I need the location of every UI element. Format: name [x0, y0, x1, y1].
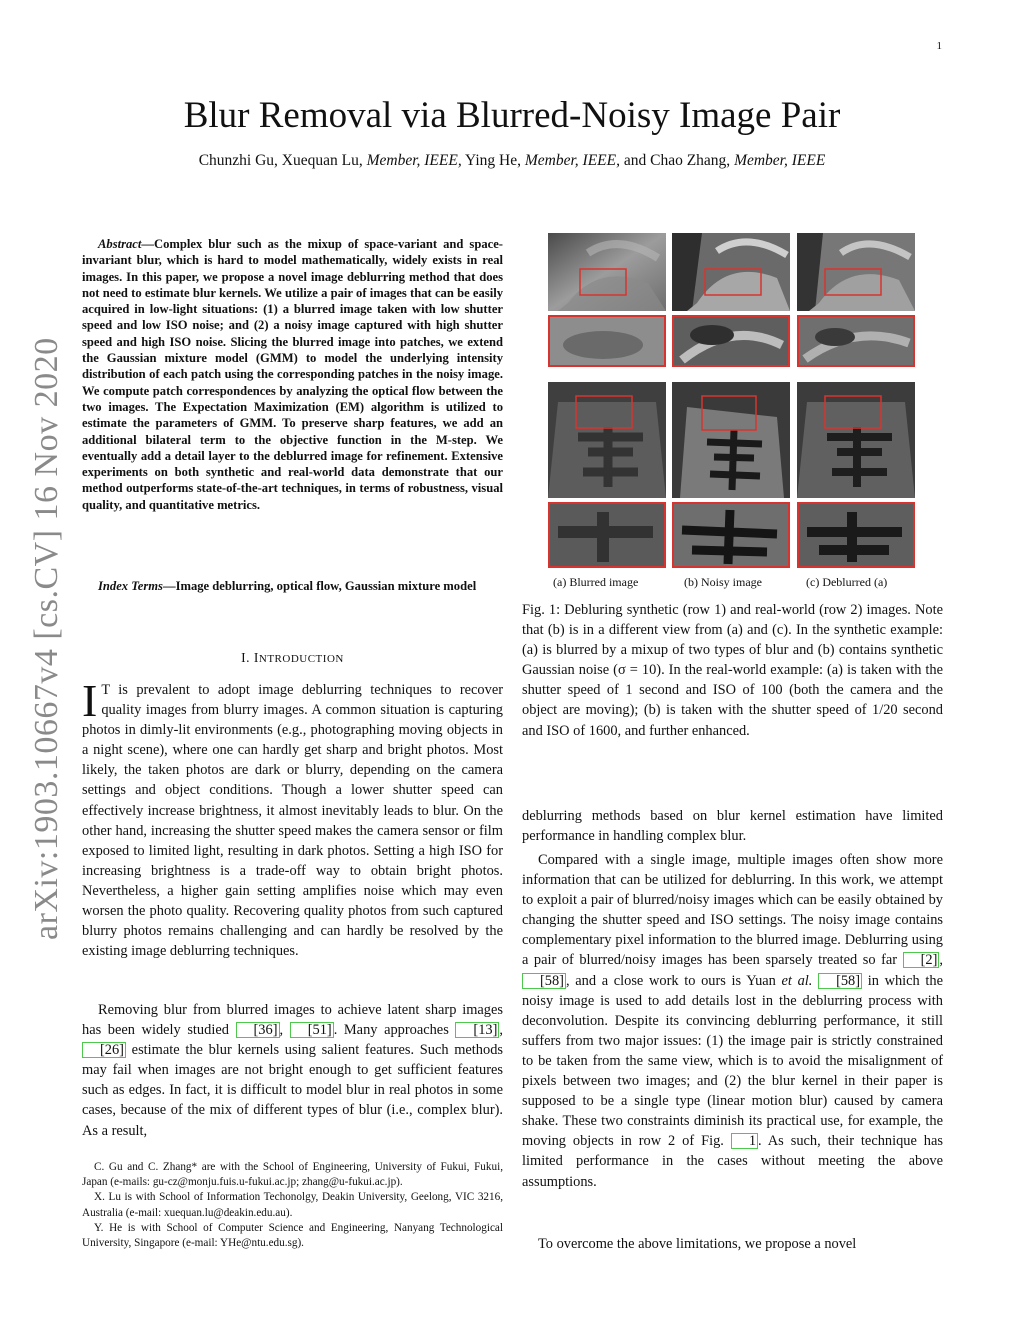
citation-link[interactable]: [26] — [82, 1042, 126, 1058]
section-rest: NTRODUCTION — [258, 653, 344, 665]
figure-crop-real-deblurred — [797, 502, 915, 568]
section-numeral: I. — [241, 650, 254, 665]
text-run: , — [279, 1022, 290, 1039]
figure-crop-synthetic-noisy — [672, 315, 790, 367]
abstract-lead: Abstract — [98, 237, 142, 251]
section-first-letter: I — [253, 650, 259, 665]
figure-crop-synthetic-deblurred — [797, 315, 915, 367]
citation-link[interactable]: [2] — [903, 952, 940, 968]
abstract — [82, 236, 503, 513]
figure-image-synthetic-blurred — [548, 233, 666, 311]
text-run: Compared with a single image, multiple images often show more information that can be utilized for deblurring. In this work, we attempt to exploit a pair of blurred/noisy images which can be easily obtained by changing the shutter speed and ISO settings. The noisy image contains complementary pixel information to the blurred image. Deblurring using a pair of blurred/noisy images has been sparsely treated so far — [522, 852, 943, 969]
footnote-3: Y. He is with School of Computer Science and Engineering, Nanyang Technological University, Singapore (e-mail: YHe@ntu.edu.sg). — [82, 1221, 503, 1250]
page-number: 1 — [936, 40, 942, 52]
figure-link[interactable]: 1 — [731, 1133, 758, 1149]
citation-link[interactable]: [58] — [818, 973, 862, 989]
subcaption-c: (c) Deblurred (a) — [806, 575, 888, 589]
citation-link[interactable]: [13] — [455, 1022, 499, 1038]
right-paragraph-1: deblurring methods based on blur kernel estimation have limited performance in handling complex blur. — [522, 808, 943, 845]
intro-paragraph-2 — [82, 1000, 503, 1141]
subcaption-a: (a) Blurred image — [553, 575, 639, 589]
citation-link[interactable]: [36] — [236, 1022, 280, 1038]
footnote-1: C. Gu and C. Zhang* are with the School of Engineering, University of Fukui, Fukui, Japan (e-mails: gu-cz@monju.fuis.u-fukui.ac.jp; zhang@u-fukui.ac.jp). — [82, 1161, 503, 1189]
author-role-1: Member, IEEE, — [366, 152, 462, 169]
text-run-italic: et al. — [781, 972, 813, 989]
text-run: in which the noisy image is used to add details lost in the deblurring process with deconvolution. Despite its convincing deblurring performance, it still suffers from two major issues: (1) the image pair is strictly constrained to be taken from the same view, which is to avoid the misalignment of pixels between two images; and (2) the blur kernel in their paper is supposed to be a single type (linear motion blur) caused by camera shake. These two constraints diminish its practical use, for example, the moving objects in row 2 of Fig. — [522, 972, 943, 1150]
text-run: , — [499, 1022, 503, 1039]
figure-caption: Fig. 1: Debluring synthetic (row 1) and real-world (row 2) images. Note that (b) is in a different view from (a) and (c). In the synthetic example: (a) is blurred by a mixup of two types of blur and (b) contains synthetic Gaussian noise (σ = 10). In the real-world example: (a) is taken with the shutter speed of 1 second and ISO of 100 (both the camera and the object are moving); (b) is taken with the shutter speed of 1/20 second and ISO of 1600, and further enhanced. — [522, 602, 943, 739]
author-line — [0, 152, 1024, 170]
author-names-1: Chunzhi Gu, Xuequan Lu, — [198, 152, 367, 169]
figure-image-synthetic-deblurred — [797, 233, 915, 311]
citation-link[interactable]: [51] — [290, 1022, 334, 1038]
section-heading-introduction — [82, 650, 503, 666]
text-run: . Many approaches — [333, 1022, 456, 1039]
right-paragraph-3: To overcome the above limitations, we propose a novel — [538, 1236, 857, 1252]
abstract-text: —Complex blur such as the mixup of space-variant and space-invariant blur, which is hard to model mathematically, widely exists in real images. In this paper, we propose a novel image deblurring method that does not need to estimate blur kernels. We utilize a pair of images that can be easily acquired in low-light situations: (1) a blurred image taken with low shutter speed and low ISO noise; and (2) a noisy image captured with high shutter speed and high ISO noise. Slicing the blurred image into patches, we extend the Gaussian mixture model (GMM) to model the underlying intensity distribution of each patch using the corresponding patches in the noisy image. We compute patch correspondences by analyzing the optical flow between the two images. The Expectation Maximization (EM) algorithm is utilized to estimate the parameters of GMM. To preserve sharp features, we add an additional bilateral term to the objective function in the M-step. We eventually add a detail layer to the deblurred image for refinement. Extensive experiments on both synthetic and real-world data demonstrate that our method outperforms state-of-the-art techniques, in terms of robustness, visual quality, and quantitative metrics. — [82, 237, 503, 512]
footnotes — [82, 1160, 503, 1251]
index-terms-lead: Index Terms — [98, 579, 163, 593]
text-run: estimate the blur kernels using salient features. Such methods may fail when images are not bright enough to get sufficient features such as edges. In fact, it is difficult to model blur in real photos in some cases, because of the mix of different types of blur (i.e., complex blur). As a result, — [82, 1042, 503, 1139]
index-terms-text: —Image deblurring, optical flow, Gaussian mixture model — [162, 579, 477, 593]
author-names-2: Ying He, — [461, 152, 525, 169]
subcaption-b: (b) Noisy image — [684, 575, 762, 589]
text-run: , and a close work to ours is Yuan — [565, 972, 782, 989]
paper-title: Blur Removal via Blurred-Noisy Image Pair — [183, 95, 841, 136]
drop-cap: I — [82, 675, 98, 726]
text-run: . As such, their technique has limited performance in the cases without meeting the above assumptions. — [522, 1133, 943, 1190]
footnote-2: X. Lu is with School of Information Techonolgy, Deakin University, Geelong, VIC 3216, Australia (e-mail: xuequan.lu@deakin.edu.au). — [82, 1191, 503, 1219]
figure-crop-synthetic-blurred — [548, 315, 666, 367]
figure-image-real-blurred — [548, 382, 666, 498]
text-run: Removing blur from blurred images to achieve latent sharp images has been widely studied — [82, 1002, 503, 1039]
text-run: , — [939, 952, 943, 969]
figure-image-synthetic-noisy — [672, 233, 790, 311]
arxiv-stamp: arXiv:1903.10667v4 [cs.CV] 16 Nov 2020 — [28, 337, 65, 940]
figure-crop-real-blurred — [548, 502, 666, 568]
figure-image-real-noisy — [672, 382, 790, 498]
index-terms — [82, 578, 503, 594]
intro-paragraph-1 — [82, 675, 503, 961]
figure-image-real-deblurred — [797, 382, 915, 498]
author-names-3: and Chao Zhang, — [619, 152, 735, 169]
intro-p1-text: T is prevalent to adopt image deblurring techniques to recover quality images from blurry images. A common situation is capturing photos in dimly-lit environments (e.g., photographing moving objects in a night scene), where one can hardly get sharp and bright photos. Most likely, the taken photos are dark or blurry, depending on the camera settings and object conditions. Though a lower shutter speed can effectively increase brightness, it almost inevitably leads to blur. On the other hand, increasing the shutter speed makes the camera sensor or film exposed to limited light, resulting in dark photos. Setting a high ISO for increasing brightness is a trade-off way to obtain bright photos. Nevertheless, a higher gain setting amplifies noise which may even worsen the photo quality. Recovering quality photos from such captured blurry photos remains challenging and can hardly be resolved by the existing image deblurring techniques. — [82, 682, 503, 960]
author-role-2: Member, IEEE, — [524, 152, 620, 169]
right-paragraph-2 — [522, 850, 943, 1192]
citation-link[interactable]: [58] — [522, 973, 566, 989]
figure-crop-real-noisy — [672, 502, 790, 568]
author-role-3: Member, IEEE — [734, 152, 826, 169]
